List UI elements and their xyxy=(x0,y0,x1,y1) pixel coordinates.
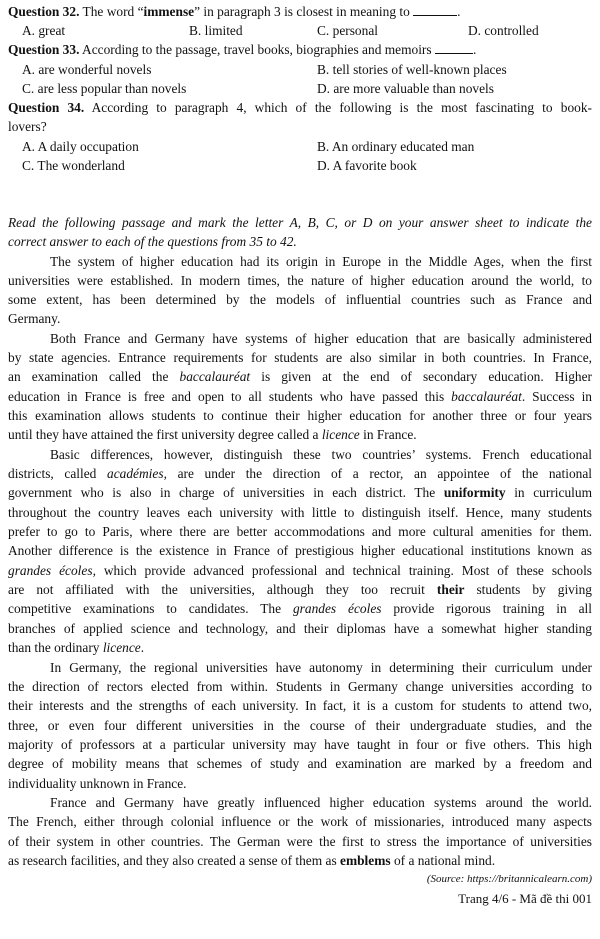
highlighted-word-emblems: emblems xyxy=(340,853,391,868)
p4-line-2: the direction of rectors elected from within. Students in Germany change universities according to xyxy=(8,679,592,694)
p3-line-11: than the ordinary licence. xyxy=(8,640,145,655)
p2-line-2: by state agencies. Entrance requirements for students are also similar in both countries. In France, xyxy=(8,350,592,365)
q33-option-a: A. are wonderful novels xyxy=(22,62,152,77)
p4-line-3: their interests and the strengths of each university. In fact, it is a custom for students to attend two, xyxy=(8,698,592,713)
p3-line-1: Basic differences, however, distinguish these two countries’ systems. French educational xyxy=(50,447,592,462)
p1-line-4: Germany. xyxy=(8,311,61,326)
q32-option-d: D. controlled xyxy=(468,23,539,38)
p3-line-2: districts, called académies, are under the direction of a rector, an appointee of the national xyxy=(8,466,592,481)
q33-option-b: B. tell stories of well-known places xyxy=(317,62,507,77)
question-34-stem: Question 34. According to paragraph 4, which of the following is the most fascinating to book- xyxy=(8,100,592,115)
answer-blank xyxy=(413,3,457,16)
q33-option-d: D. are more valuable than novels xyxy=(317,81,494,96)
question-32-stem: Question 32. The word “immense” in paragraph 3 is closest in meaning to . xyxy=(8,4,461,19)
source-citation: (Source: https://britannicalearn.com) xyxy=(426,873,592,885)
q34-option-b: B. An ordinary educated man xyxy=(317,139,475,154)
p3-line-10: branches of applied science and technology, and their diplomas have a somewhat higher standing xyxy=(8,621,592,636)
p4-line-6: degree of mobility means that schemes of study and examination are marked by a freedom and xyxy=(8,756,592,771)
p3-line-7: grandes écoles, which provide advanced professional and technical training. Most of these schools xyxy=(8,563,592,578)
instruction-line-1: Read the following passage and mark the letter A, B, C, or D on your answer sheet to indicate the xyxy=(8,215,592,230)
q32-option-c: C. personal xyxy=(317,23,378,38)
p2-line-6: until they have attained the first university degree called a licence in France. xyxy=(8,427,417,442)
q34-option-d: D. A favorite book xyxy=(317,158,417,173)
p2-line-3: an examination called the baccalauréat is given at the end of secondary education. Higher xyxy=(8,369,592,384)
p3-line-6: Another difference is the existence in France of prestigious higher educational institutions known as xyxy=(8,543,592,558)
q32-option-b: B. limited xyxy=(189,23,243,38)
p3-line-9: competitive examinations to candidates. The grandes écoles provide rigorous training in all xyxy=(8,601,592,616)
p5-line-4: as research facilities, and they also created a sense of them as emblems of a national mind. xyxy=(8,853,496,868)
page-footer: Trang 4/6 - Mã đề thi 001 xyxy=(458,891,592,906)
p3-line-4: throughout the country leaves each university with little to distinguish itself. Hence, many students xyxy=(8,505,592,520)
highlighted-word-uniformity: uniformity xyxy=(443,485,506,500)
p5-line-2: The French, either through colonial influence or the work of missionaries, introduced many aspects xyxy=(8,814,592,829)
instruction-line-2: correct answer to each of the questions from 35 to 42. xyxy=(8,234,297,249)
p3-line-3: government who is also in charge of universities in each district. The uniformity in curriculum xyxy=(8,485,592,500)
p4-line-7: individuality unknown in France. xyxy=(8,776,187,791)
q33-option-c: C. are less popular than novels xyxy=(22,81,187,96)
p3-line-5: prefer to go to Paris, where there are better accommodations and more cultural amenities for them. xyxy=(8,524,592,539)
p5-line-3: of their system in other countries. The German were the first to stress the importance of universities xyxy=(8,834,592,849)
p1-line-2: universities were established. In modern times, the nature of higher education around the world, to xyxy=(8,273,592,288)
question-34-stem-cont: lovers? xyxy=(8,119,47,134)
p4-line-5: majority of professors at a particular university may have taught in four or five others. This high xyxy=(8,737,592,752)
p2-line-1: Both France and Germany have systems of higher education that are basically administered xyxy=(50,331,592,346)
p5-line-1: France and Germany have greatly influenced higher education systems around the world. xyxy=(50,795,592,810)
q34-option-a: A. A daily occupation xyxy=(22,139,139,154)
p1-line-1: The system of higher education had its origin in Europe in the Middle Ages, when the first xyxy=(50,254,592,269)
q34-option-c: C. The wonderland xyxy=(22,158,125,173)
p4-line-1: In Germany, the regional universities have autonomy in determining their curriculum under xyxy=(50,660,592,675)
p2-line-4: education in France is free and open to all students who have passed this baccalauréat. Success in xyxy=(8,389,592,404)
highlighted-word-immense: immense xyxy=(143,4,195,19)
p4-line-4: three, or even four different universities in the course of their undergraduate studies, and the xyxy=(8,718,592,733)
p1-line-3: some extent, has been determined by the models of influential countries such as France and xyxy=(8,292,592,307)
answer-blank xyxy=(435,41,473,54)
q32-option-a: A. great xyxy=(22,23,66,38)
highlighted-word-their: their xyxy=(436,582,465,597)
question-33-stem: Question 33. According to the passage, travel books, biographies and memoirs . xyxy=(8,42,477,57)
p2-line-5: this examination allows students to continue their higher education for another three or four years xyxy=(8,408,592,423)
p3-line-8: are not affiliated with the universities, although they too recruit their students by giving xyxy=(8,582,592,597)
